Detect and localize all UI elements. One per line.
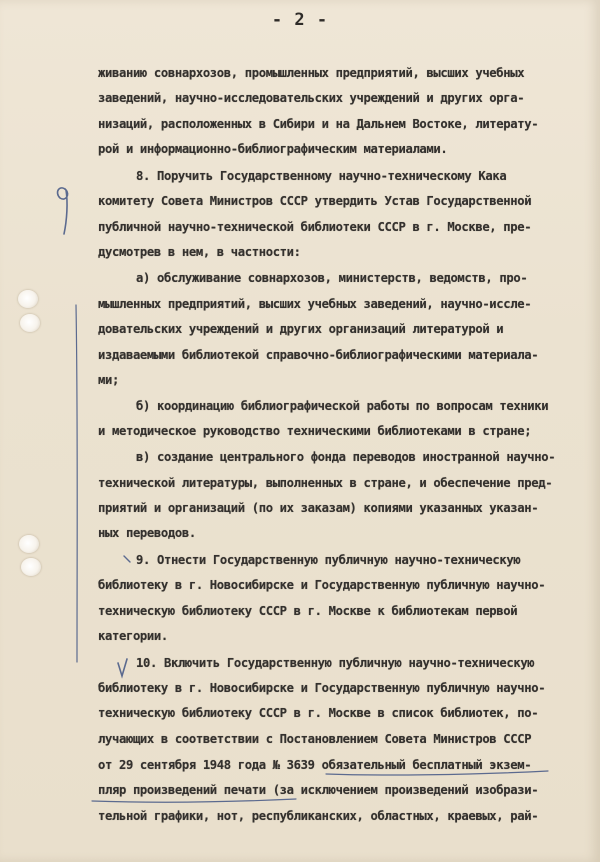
text-line: ных переводов. bbox=[98, 526, 196, 540]
text-line: мышленных предприятий, высших учебных заведений, научно-иссле- bbox=[98, 297, 532, 311]
text-line: категории. bbox=[98, 629, 168, 643]
text-line: комитету Совета Министров СССР утвердить Устав Государственной bbox=[98, 194, 532, 208]
text-line: 9. Отнести Государственную публичную научно-техническую bbox=[136, 553, 521, 567]
text-line: и методическое руководство техническими библиотеками в стране; bbox=[98, 424, 532, 438]
text-line: от 29 сентября 1948 года № 3639 обязательный бесплатный экзем- bbox=[98, 758, 532, 772]
text-line: дусмотрев в нем, в частности: bbox=[98, 245, 301, 259]
punch-hole-2 bbox=[20, 314, 40, 332]
text-line: в) создание центрального фонда переводов иностранной научно- bbox=[136, 450, 556, 464]
pencil-mark-nine bbox=[58, 188, 68, 234]
text-line: рой и информационно-библиографическим материалами. bbox=[98, 142, 448, 156]
text-line: технической литературы, выполненных в стране, и обеспечение пред- bbox=[98, 476, 553, 490]
punch-hole-4 bbox=[21, 558, 41, 576]
underline-proizvedeniy bbox=[92, 799, 296, 802]
punch-hole-1 bbox=[18, 290, 38, 308]
text-line: довательских учреждений и других организаций литературой и bbox=[98, 322, 504, 336]
text-line: 8. Поручить Государственному научно-техническому Кака bbox=[136, 169, 507, 183]
pencil-check-v bbox=[118, 659, 127, 676]
text-line: б) координацию библиографической работы по вопросам техники bbox=[136, 399, 549, 413]
text-line: приятий и организаций (по их заказам) копиями указанных указан- bbox=[98, 501, 539, 515]
text-line: тельной графики, нот, республиканских, областных, краевых, рай- bbox=[98, 809, 539, 823]
text-line: техническую библиотеку СССР в г. Москве в список библиотек, по- bbox=[98, 706, 539, 720]
text-line: техническую библиотеку СССР в г. Москве к библиотекам первой bbox=[98, 604, 518, 618]
text-line: живанию совнархозов, промышленных предприятий, высших учебных bbox=[98, 66, 525, 80]
text-line: публичной научно-технической библиотеки СССР в г. Москве, пре- bbox=[98, 220, 532, 234]
page-number: - 2 - bbox=[271, 10, 329, 30]
text-line: ми; bbox=[98, 373, 119, 387]
punch-hole-3 bbox=[19, 535, 39, 553]
text-line: библиотеку в г. Новосибирске и Государственную публичную научно- bbox=[98, 681, 546, 695]
margin-line bbox=[76, 305, 77, 662]
pencil-tick-9 bbox=[124, 556, 130, 562]
text-line: пляр произведений печати (за исключением произведений изобрази- bbox=[98, 783, 539, 797]
text-line: библиотеку в г. Новосибирске и Государственную публичную научно- bbox=[98, 578, 546, 592]
text-line: 10. Включить Государственную публичную научно-техническую bbox=[136, 656, 535, 670]
text-line: заведений, научно-исследовательских учреждений и других орга- bbox=[98, 91, 525, 105]
text-line: издаваемыми библиотекой справочно-библиографическими материала- bbox=[98, 348, 539, 362]
text-line: низаций, расположенных в Сибири и на Дальнем Востоке, литерату- bbox=[98, 117, 539, 131]
text-line: а) обслуживание совнархозов, министерств, ведомств, про- bbox=[136, 271, 528, 285]
text-line: лучающих в соответствии с Постановлением Совета Министров СССР bbox=[98, 732, 532, 746]
